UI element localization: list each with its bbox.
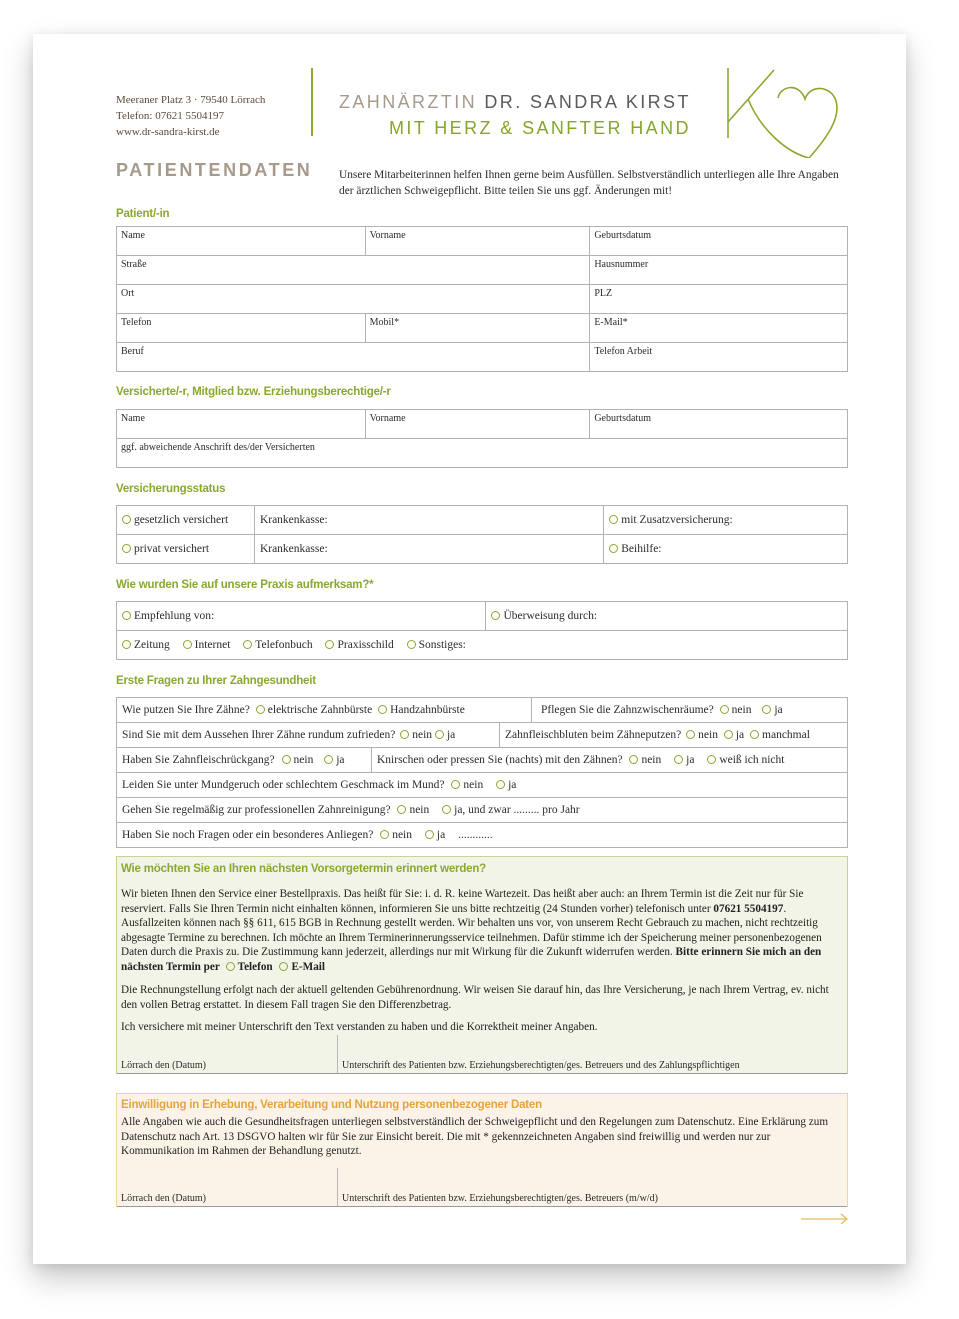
option-label: ja — [446, 729, 456, 741]
option-praxisschild[interactable] — [325, 639, 393, 651]
consent-text: Alle Angaben wie auch die Gesundheitsfragen unterliegen selbstverständlich der Schweigepflicht und den Regelungen zum Datenschutz. Eine Erklärung zum Datenschutz nach Art. 13 DSGVO halten wir für Sie zur Einsicht bereit. Die mit * gekennzeichneten Angaben sind freiwillig und werden nur zur Kommunikation im Rahmen der Behandlung genutzt. — [121, 1116, 829, 1158]
question-zahnfleischbluten — [500, 723, 848, 748]
option-ueberweisung[interactable] — [486, 602, 848, 631]
section-status-heading: Versicherungsstatus — [116, 483, 226, 495]
reminder-box — [116, 856, 848, 1074]
radio-icon[interactable] — [279, 962, 288, 971]
radio-icon[interactable] — [425, 830, 434, 839]
field-email[interactable]: E-Mail* — [590, 314, 848, 343]
radio-icon[interactable] — [707, 755, 716, 764]
question-text: Haben Sie Zahnfleischrückgang? — [122, 754, 275, 766]
question-text: Knirschen oder pressen Sie (nachts) mit den Zähnen? — [377, 754, 623, 766]
signature-label: Unterschrift des Patienten bzw. Erziehungsberechtigten/ges. Betreuers und des Zahlungspflichtigen — [342, 1060, 740, 1071]
section-patient-heading: Patient/-in — [116, 208, 170, 220]
option-label: Praxisschild — [337, 639, 394, 651]
intro-text: Unsere Mitarbeiterinnen helfen Ihnen gerne beim Ausfüllen. Selbstverständlich unterliegen alle Ihre Angaben der ärztlichen Schweigepflicht. Bitte teilen Sie uns ggf. Änderungen mit! — [339, 169, 839, 197]
option-empfehlung[interactable] — [117, 602, 486, 631]
radio-icon[interactable] — [496, 780, 505, 789]
anliegen-blank[interactable]: ............ — [458, 829, 493, 841]
section-referral-heading: Wie wurden Sie auf unsere Praxis aufmerksam?* — [116, 579, 374, 591]
date-field[interactable] — [117, 1035, 338, 1073]
patient-table — [116, 226, 848, 372]
option-sonstiges[interactable] — [407, 639, 466, 651]
question-knirschen — [372, 748, 848, 773]
field-hausnummer[interactable]: Hausnummer — [590, 256, 848, 285]
option-label: nein — [698, 729, 718, 741]
option-label: Internet — [194, 639, 231, 651]
date-label: Lörrach den (Datum) — [121, 1193, 206, 1204]
referral-options — [117, 631, 848, 660]
radio-icon[interactable] — [226, 962, 235, 971]
field-mobil[interactable]: Mobil* — [365, 314, 590, 343]
radio-icon[interactable] — [122, 515, 131, 524]
option-label: ja, und zwar ......... pro Jahr — [454, 804, 580, 816]
option-telefonbuch[interactable] — [243, 639, 312, 651]
question-aussehen — [117, 723, 500, 748]
insured-anschrift[interactable]: ggf. abweichende Anschrift des/der Versicherten — [117, 439, 848, 468]
radio-icon[interactable] — [378, 705, 387, 714]
status-table — [116, 505, 848, 564]
radio-icon[interactable] — [762, 705, 771, 714]
insured-name[interactable]: Name — [117, 410, 366, 439]
section-health-heading: Erste Fragen zu Ihrer Zahngesundheit — [116, 675, 316, 687]
radio-icon[interactable] — [674, 755, 683, 764]
address-line: Meeraner Platz 3 · 79540 Lörrach — [116, 94, 266, 106]
health-table — [116, 697, 848, 723]
page-title: PATIENTENDATEN — [116, 160, 313, 180]
question-text: Wie putzen Sie Ihre Zähne? — [122, 704, 250, 716]
question-text: Haben Sie noch Fragen oder ein besonderes Anliegen? — [122, 829, 374, 841]
reminder-text — [121, 887, 845, 975]
question-zwischenraeume — [532, 698, 848, 723]
option-label: Zeitung — [134, 639, 170, 651]
option-label: nein — [392, 829, 413, 841]
option-label: mit Zusatzversicherung: — [621, 514, 733, 526]
option-label: nein — [641, 754, 662, 766]
radio-icon[interactable] — [407, 640, 416, 649]
field-krankenkasse-2[interactable]: Krankenkasse: — [254, 535, 603, 564]
option-label: Handzahnbürste — [390, 704, 465, 716]
practice-subtitle: MIT HERZ & SANFTER HAND — [389, 118, 691, 138]
radio-icon[interactable] — [256, 705, 265, 714]
section-insured-heading: Versicherte/-r, Mitglied bzw. Erziehungsberechtige/-r — [116, 386, 391, 398]
question-anliegen — [117, 823, 848, 848]
radio-icon[interactable] — [686, 730, 695, 739]
radio-icon[interactable] — [435, 730, 444, 739]
option-telefon[interactable]: Telefon — [237, 960, 273, 973]
practice-address — [116, 92, 265, 140]
field-telefon[interactable]: Telefon — [117, 314, 366, 343]
insured-vorname[interactable]: Vorname — [365, 410, 590, 439]
k-heart-logo-icon — [725, 68, 841, 158]
signature-label: Unterschrift des Patienten bzw. Erziehungsberechtigten/ges. Betreuers (m/w/d) — [342, 1193, 658, 1204]
option-label: ja — [336, 754, 345, 766]
reminder-heading: Wie möchten Sie an Ihren nächsten Vorsorgetermin erinnert werden? — [121, 863, 486, 875]
title-part1: ZAHNÄRZTIN — [339, 92, 477, 112]
radio-icon[interactable] — [724, 730, 733, 739]
field-strasse[interactable]: Straße — [117, 256, 590, 285]
option-label: Beihilfe: — [621, 543, 662, 555]
billing-text: Die Rechnungstellung erfolgt nach der aktuell geltenden Gebührenordnung. Wir weisen Sie darauf hin, das Ihre Versicherung, je nach Ihrem Vertrag, ev. nicht den vollen Betrag erstattet. In diesem Fall tragen Sie den Differenzbetrag. — [121, 984, 829, 1011]
field-plz[interactable]: PLZ — [590, 285, 848, 314]
option-label: ja — [686, 754, 695, 766]
question-text: Pflegen Sie die Zahnzwischenräume? — [541, 704, 714, 716]
referral-table — [116, 601, 848, 660]
field-telefon-arbeit[interactable]: Telefon Arbeit — [590, 343, 848, 372]
option-label: Empfehlung von: — [134, 610, 215, 622]
radio-icon[interactable] — [122, 640, 131, 649]
phone-line: Telefon: 07621 5504197 — [116, 110, 224, 122]
radio-icon[interactable] — [380, 830, 389, 839]
option-zeitung[interactable] — [122, 639, 170, 651]
radio-icon[interactable] — [400, 730, 409, 739]
health-table-row3 — [116, 747, 848, 773]
form-page — [33, 34, 906, 1264]
title-part2: DR. SANDRA KIRST — [484, 92, 691, 112]
field-beruf[interactable]: Beruf — [117, 343, 590, 372]
radio-icon[interactable] — [397, 805, 406, 814]
option-beihilfe[interactable] — [604, 535, 848, 564]
option-label: ja — [436, 829, 446, 841]
option-label: Sonstiges: — [418, 639, 466, 651]
option-gesetzlich[interactable] — [117, 506, 255, 535]
reminder-text-part: Wir bieten Ihnen den Service einer Bestellpraxis. Das heißt für Sie: i. d. R. keine Wartezeit. Das heißt aber auch: an Ihrem Termin ist die Zeit nur für Sie reserviert. Falls Sie Ihren Termin nicht einhalten können, informieren Sie uns bitte rechtzeitig (24 Stunden vorher) telefonisch unter — [121, 888, 804, 915]
insured-table — [116, 409, 848, 468]
radio-icon[interactable] — [609, 515, 618, 524]
radio-icon[interactable] — [122, 544, 131, 553]
date-label: Lörrach den (Datum) — [121, 1060, 206, 1071]
radio-icon[interactable] — [720, 705, 729, 714]
reminder-request: Bitte erinnern Sie mich an den nächsten Termin per — [121, 946, 822, 973]
option-label: weiß ich nicht — [719, 754, 785, 766]
consent-heading: Einwilligung in Erhebung, Verarbeitung und Nutzung personenbezogener Daten — [121, 1099, 542, 1111]
option-label: privat versichert — [134, 543, 210, 555]
field-vorname[interactable]: Vorname — [365, 227, 590, 256]
option-internet[interactable] — [183, 639, 231, 651]
question-text: Zahnfleischbluten beim Zähneputzen? — [505, 729, 682, 741]
reminder-text-part: . Ausfallzeiten können nach §§ 611, 615 BGB in Rechnung gestellt werden. Wir behalten uns vor, von unserem Recht Gebrauch zu machen, nicht rechtzeitig abgesagte Termine zu berechnen. Ich möchte an Ihrem Terminerinnerungsservice teilnehmen. Dafür stimme ich der Speicherung meiner personenbezogenen Daten durch die Praxis zu. Die Zustimmung kann jederzeit, allerdings nur mit Wirkung für die Zukunft widerrufen werden. — [121, 902, 822, 959]
radio-icon[interactable] — [491, 611, 500, 620]
arrow-right-icon[interactable] — [801, 1212, 849, 1226]
radio-icon[interactable] — [750, 730, 759, 739]
question-text: Gehen Sie regelmäßig zur professionellen Zahnreinigung? — [122, 804, 391, 816]
option-label: nein — [409, 804, 430, 816]
radio-icon[interactable] — [451, 780, 460, 789]
field-name[interactable]: Name — [117, 227, 366, 256]
header-divider — [311, 68, 313, 136]
reminder-phone: 07621 5504197 — [713, 902, 784, 915]
question-zahnreinigung — [117, 798, 848, 823]
website-link[interactable]: www.dr-sandra-kirst.de — [116, 126, 220, 138]
option-label: ja — [508, 779, 517, 791]
radio-icon[interactable] — [629, 755, 638, 764]
question-text: Leiden Sie unter Mundgeruch oder schlechtem Geschmack im Mund? — [122, 779, 445, 791]
option-label: ja — [735, 729, 745, 741]
option-label: Überweisung durch: — [503, 610, 598, 622]
consent-box — [116, 1093, 848, 1207]
radio-icon[interactable] — [609, 544, 618, 553]
radio-icon[interactable] — [282, 755, 291, 764]
radio-icon[interactable] — [122, 611, 131, 620]
option-zusatz[interactable] — [604, 506, 848, 535]
field-krankenkasse-1[interactable]: Krankenkasse: — [254, 506, 603, 535]
option-label: Telefonbuch — [255, 639, 313, 651]
radio-icon[interactable] — [183, 640, 192, 649]
option-privat[interactable] — [117, 535, 255, 564]
option-email[interactable]: E-Mail — [291, 960, 326, 973]
option-label: ja — [774, 704, 783, 716]
reminder-signature-row — [117, 1035, 847, 1074]
option-label: nein — [412, 729, 433, 741]
radio-icon[interactable] — [324, 755, 333, 764]
health-table-rows — [116, 772, 848, 848]
field-geburtsdatum[interactable]: Geburtsdatum — [590, 227, 848, 256]
question-mundgeruch — [117, 773, 848, 798]
health-table-row2 — [116, 722, 848, 748]
option-label: nein — [463, 779, 484, 791]
radio-icon[interactable] — [442, 805, 451, 814]
option-label: gesetzlich versichert — [134, 514, 229, 526]
radio-icon[interactable] — [243, 640, 252, 649]
field-ort[interactable]: Ort — [117, 285, 590, 314]
insured-geburtsdatum[interactable]: Geburtsdatum — [590, 410, 848, 439]
practice-title — [339, 92, 691, 113]
question-zahnfleischrueckgang — [117, 748, 372, 773]
option-label: manchmal — [762, 729, 810, 741]
radio-icon[interactable] — [325, 640, 334, 649]
option-label: nein — [731, 704, 752, 716]
date-field[interactable] — [117, 1168, 338, 1206]
confirmation-text: Ich versichere mit meiner Unterschrift den Text verstanden zu haben und die Korrektheit meiner Angaben. — [121, 1021, 598, 1033]
option-label: elektrische Zahnbürste — [267, 704, 373, 716]
option-label: nein — [293, 754, 314, 766]
consent-signature-row — [117, 1168, 847, 1207]
question-putzen — [117, 698, 532, 723]
question-text: Sind Sie mit dem Aussehen Ihrer Zähne rundum zufrieden? — [122, 729, 396, 741]
